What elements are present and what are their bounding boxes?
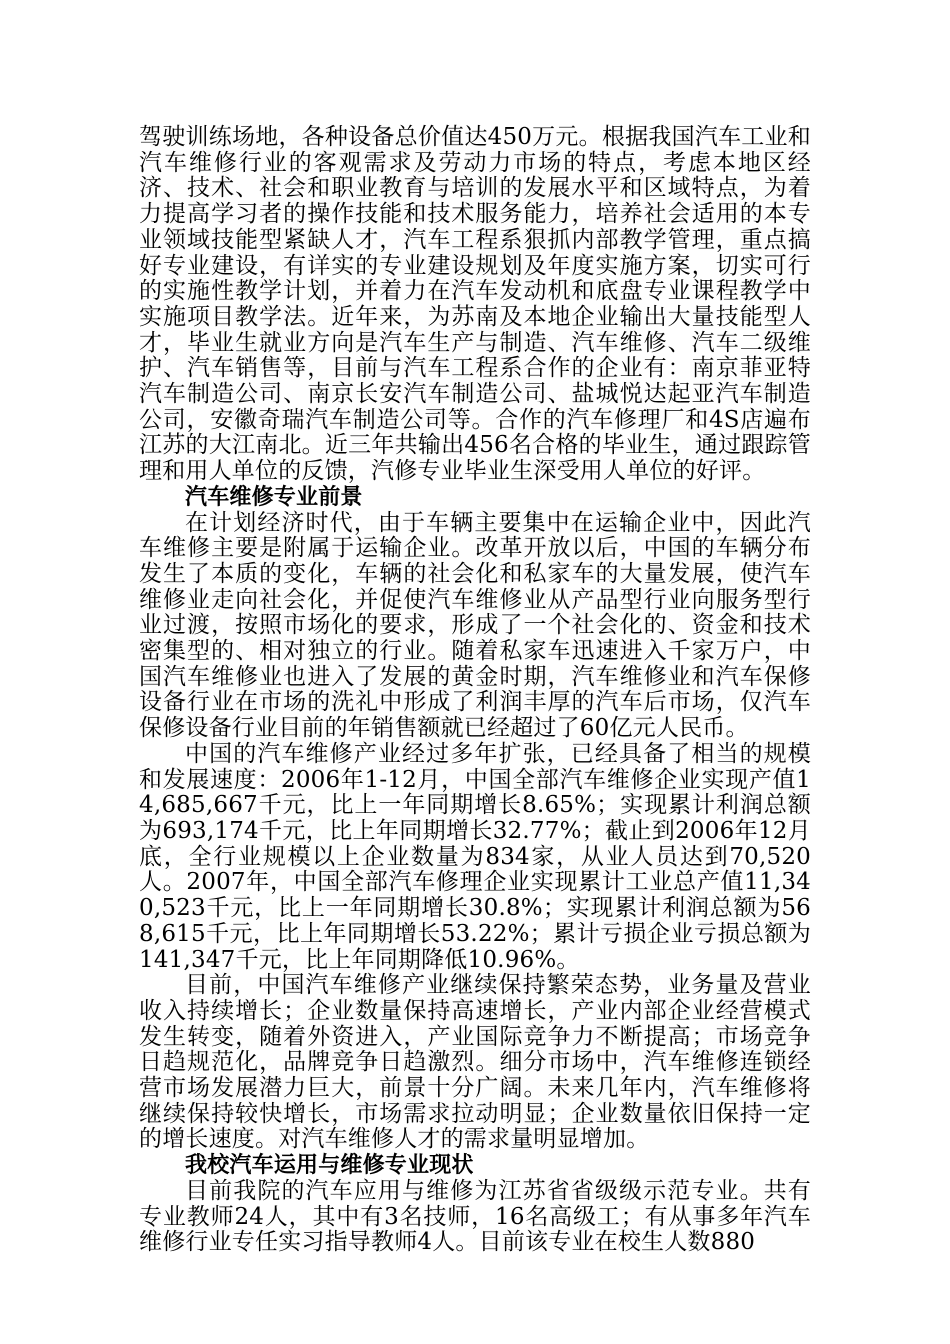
section-heading-school-status: 我校汽车运用与维修专业现状: [185, 1152, 474, 1179]
body-text: [139, 125, 811, 1256]
paragraph-training-facilities: 驾驶训练场地，各种设备总价值达450万元。根据我国汽车工业和汽车维修行业的客观需求及劳动力市场的特点，考虑本地区经济、技术、社会和职业教育与培训的发展水平和区域特点，为着力提高学习者的操作技能和技术服务能力，培养社会适用的本专业领域技能型紧缺人才，汽车工程系狠抓内部教学管理，重点搞好专业建设，有详实的专业建设规划及年度实施方案，切实可行的实施性教学计划，并着力在汽车发动机和底盘专业课程教学中实施项目教学法。近年来，为苏南及本地企业输出大量技能型人才，毕业生就业方向是汽车生产与制造、汽车维修、汽车二级维护、汽车销售等，目前与汽车工程系合作的企业有：南京菲亚特汽车制造公司、南京长安汽车制造公司、盐城悦达起亚汽车制造公司，安徽奇瑞汽车制造公司等。合作的汽车修理厂和4S店遍布江苏的大江南北。近三年共输出456名合格的毕业生，通过跟踪管理和用人单位的反馈，汽修专业毕业生深受用人单位的好评。: [139, 124, 811, 485]
section-heading-industry-prospects: 汽车维修专业前景: [185, 483, 363, 510]
paragraph-school-faculty: 目前我院的汽车应用与维修为江苏省省级级示范专业。共有专业教师24人，其中有3名技师，16名高级工；有从事多年汽车维修行业专任实习指导教师4人。目前该专业在校生人数880: [139, 1177, 811, 1256]
paragraph-planned-economy: 在计划经济时代，由于车辆主要集中在运输企业中，因此汽车维修主要是附属于运输企业。改革开放以后，中国的车辆分布发生了本质的变化，车辆的社会化和私家车的大量发展，使汽车维修业走向社会化，并促使汽车维修业从产品型行业向服务型行业过渡，按照市场化的要求，形成了一个社会化的、资金和技术密集型的、相对独立的行业。随着私家车迅速进入千家万户，中国汽车维修业也进入了发展的黄金时期，汽车维修业和汽车保修设备行业在市场的洗礼中形成了利润丰厚的汽车后市场，仅汽车保修设备行业目前的年销售额就已经超过了60亿元人民币。: [139, 509, 811, 742]
paragraph-industry-statistics: 中国的汽车维修产业经过多年扩张，已经具备了相当的规模和发展速度：2006年1-12月，中国全部汽车维修企业实现产值14,685,667千元，比上一年同期增长8.65%；实现累计利润总额为693,174千元，比上年同期增长32.77%；截止到2006年12月底，全行业规模以上企业数量为834家，从业人员达到70,520人。2007年，中国全部汽车修理企业实现累计工业总产值11,340,523千元，比上一年同期增长30.8%；实现累计利润总额为568,615千元，比上年同期增长53.22%；累计亏损企业亏损总额为141,347千元，比上年同期降低10.96%。: [139, 740, 811, 973]
paragraph-current-trends: 目前，中国汽车维修产业继续保持繁荣态势，业务量及营业收入持续增长；企业数量保持高速增长，产业内部企业经营模式发生转变，随着外资进入，产业国际竞争力不断提高；市场竞争日趋规范化，品牌竞争日趋激烈。细分市场中，汽车维修连锁经营市场发展潜力巨大，前景十分广阔。未来几年内，汽车维修将继续保持较快增长，市场需求拉动明显；企业数量依旧保持一定的增长速度。对汽车维修人才的需求量明显增加。: [139, 972, 811, 1153]
